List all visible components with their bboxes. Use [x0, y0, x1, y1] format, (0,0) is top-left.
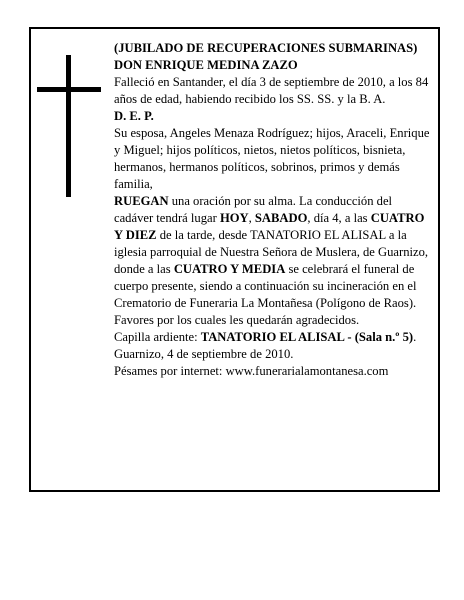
chapel: Capilla ardiente: TANATORIO EL ALISAL - (Sala n.º 5). — [114, 330, 417, 344]
death-notice: Falleció en Santander, el día 3 de septiembre de 2010, a los 84 años de edad, habiendo recibido los SS. SS. y la B. A. — [114, 75, 429, 106]
place-date: Guarnizo, 4 de septiembre de 2010. — [114, 347, 294, 361]
family: Su esposa, Angeles Menaza Rodríguez; hijos, Araceli, Enrique y Miguel; hijos políticos, nietos, nietos políticos, bisnieta, hermanos, hermanos políticos, sobrinos, primos y demás familia, — [114, 126, 430, 191]
cross-icon — [66, 55, 71, 197]
subtitle: (JUBILADO DE RECUPERACIONES SUBMARINAS) — [114, 41, 418, 55]
thanks: Favores por los cuales les quedarán agradecidos. — [114, 313, 360, 327]
obituary-text — [114, 40, 432, 380]
rip: D. E. P. — [114, 109, 154, 123]
ceremony-details: RUEGAN una oración por su alma. La conducción del cadáver tendrá lugar HOY, SABADO, día 4, a las CUATRO Y DIEZ de la tarde, desde TANATORIO EL ALISAL a la iglesia parroquial de Nuestra Señora de Muslera, de Guarnizo, donde a las CUATRO Y MEDIA se celebrará el funeral de cuerpo presente, siendo a continuación su incineración en el Crematorio de Funeraria La Montañesa (Polígono de Raos). — [114, 194, 429, 310]
deceased-name: DON ENRIQUE MEDINA ZAZO — [114, 58, 298, 72]
condolences: Pésames por internet: www.funerarialamontanesa.com — [114, 364, 389, 378]
cross-icon-bar — [37, 87, 101, 92]
